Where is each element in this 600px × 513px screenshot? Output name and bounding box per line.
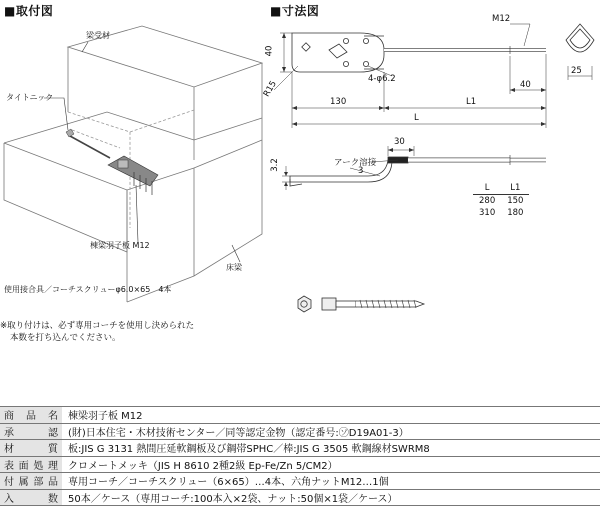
spec-key: 付属部品 bbox=[0, 473, 62, 490]
spec-key: 材質 bbox=[0, 440, 62, 457]
table-row bbox=[0, 440, 600, 457]
length-cell: 280 bbox=[479, 196, 496, 206]
label-hanger-plate: 棟梁羽子板 M12 bbox=[90, 241, 150, 250]
table-row bbox=[0, 473, 600, 490]
label-beam-receiver: 梁受材 bbox=[86, 31, 110, 40]
note-line-1: ※取り付けは、必ず専用コーチを使用し決められた bbox=[0, 321, 195, 331]
length-cell: 150 bbox=[507, 196, 524, 206]
table-row bbox=[473, 207, 529, 219]
spec-table bbox=[0, 406, 600, 506]
spec-key: 表面処理 bbox=[0, 456, 62, 473]
dim-40-height: 40 bbox=[264, 45, 275, 57]
dim-holes: 4-φ6.2 bbox=[368, 74, 396, 84]
dim-25: 25 bbox=[571, 66, 582, 76]
used-hardware-text: 使用接合具／コーチスクリューφ6.0×65 4本 bbox=[4, 285, 172, 294]
length-cell: 310 bbox=[479, 208, 496, 218]
length-col-l: L bbox=[473, 182, 501, 195]
spec-key: 入数 bbox=[0, 489, 62, 506]
dim-130: 130 bbox=[330, 97, 347, 107]
spec-value: 棟梁羽子板 M12 bbox=[62, 407, 600, 424]
table-row bbox=[0, 489, 600, 506]
dim-l: L bbox=[414, 113, 419, 123]
label-arc-weld: アーク溶接 bbox=[334, 158, 377, 168]
dim-30: 30 bbox=[394, 137, 405, 147]
installation-title: ■取付図 bbox=[4, 4, 54, 18]
spec-value: 50本／ケース（専用コーチ:100本入×2袋、ナット:50個×1袋／ケース） bbox=[62, 489, 600, 506]
length-table bbox=[473, 182, 529, 219]
spec-value: 専用コーチ／コーチスクリュー（6×65）…4本、六角ナットM12…1個 bbox=[62, 473, 600, 490]
dimensions-title: ■寸法図 bbox=[270, 4, 320, 18]
dim-3: 3 bbox=[358, 166, 364, 176]
dim-3-2: 3.2 bbox=[269, 158, 280, 172]
spec-value: 板:JIS G 3131 熱間圧延軟鋼板及び鋼帯SPHC／棒:JIS G 3505 軟鋼線材SWRM8 bbox=[62, 440, 600, 457]
dim-l1: L1 bbox=[466, 97, 477, 107]
label-floor-beam: 床梁 bbox=[226, 263, 242, 272]
dim-40-thread: 40 bbox=[520, 80, 531, 90]
note-line-2: 本数を打ち込んでください。 bbox=[10, 333, 121, 343]
length-table-header bbox=[473, 182, 529, 195]
length-col-l1: L1 bbox=[501, 182, 529, 195]
spec-value: クロメートメッキ（JIS H 8610 2種2級 Ep-Fe/Zn 5/CM2） bbox=[62, 456, 600, 473]
table-row bbox=[473, 195, 529, 208]
label-tie-nick: タイトニック bbox=[6, 93, 54, 102]
table-row bbox=[0, 456, 600, 473]
length-cell: 180 bbox=[507, 208, 524, 218]
spec-value: (財)日本住宅・木材技術センター／同等認定金物（認定番号:㋞D19A01-3） bbox=[62, 423, 600, 440]
table-row bbox=[0, 423, 600, 440]
dim-m12: M12 bbox=[492, 14, 511, 24]
spec-key: 商品名 bbox=[0, 407, 62, 424]
dim-r15: R15 bbox=[261, 79, 279, 99]
spec-key: 承認 bbox=[0, 423, 62, 440]
table-row bbox=[0, 407, 600, 424]
